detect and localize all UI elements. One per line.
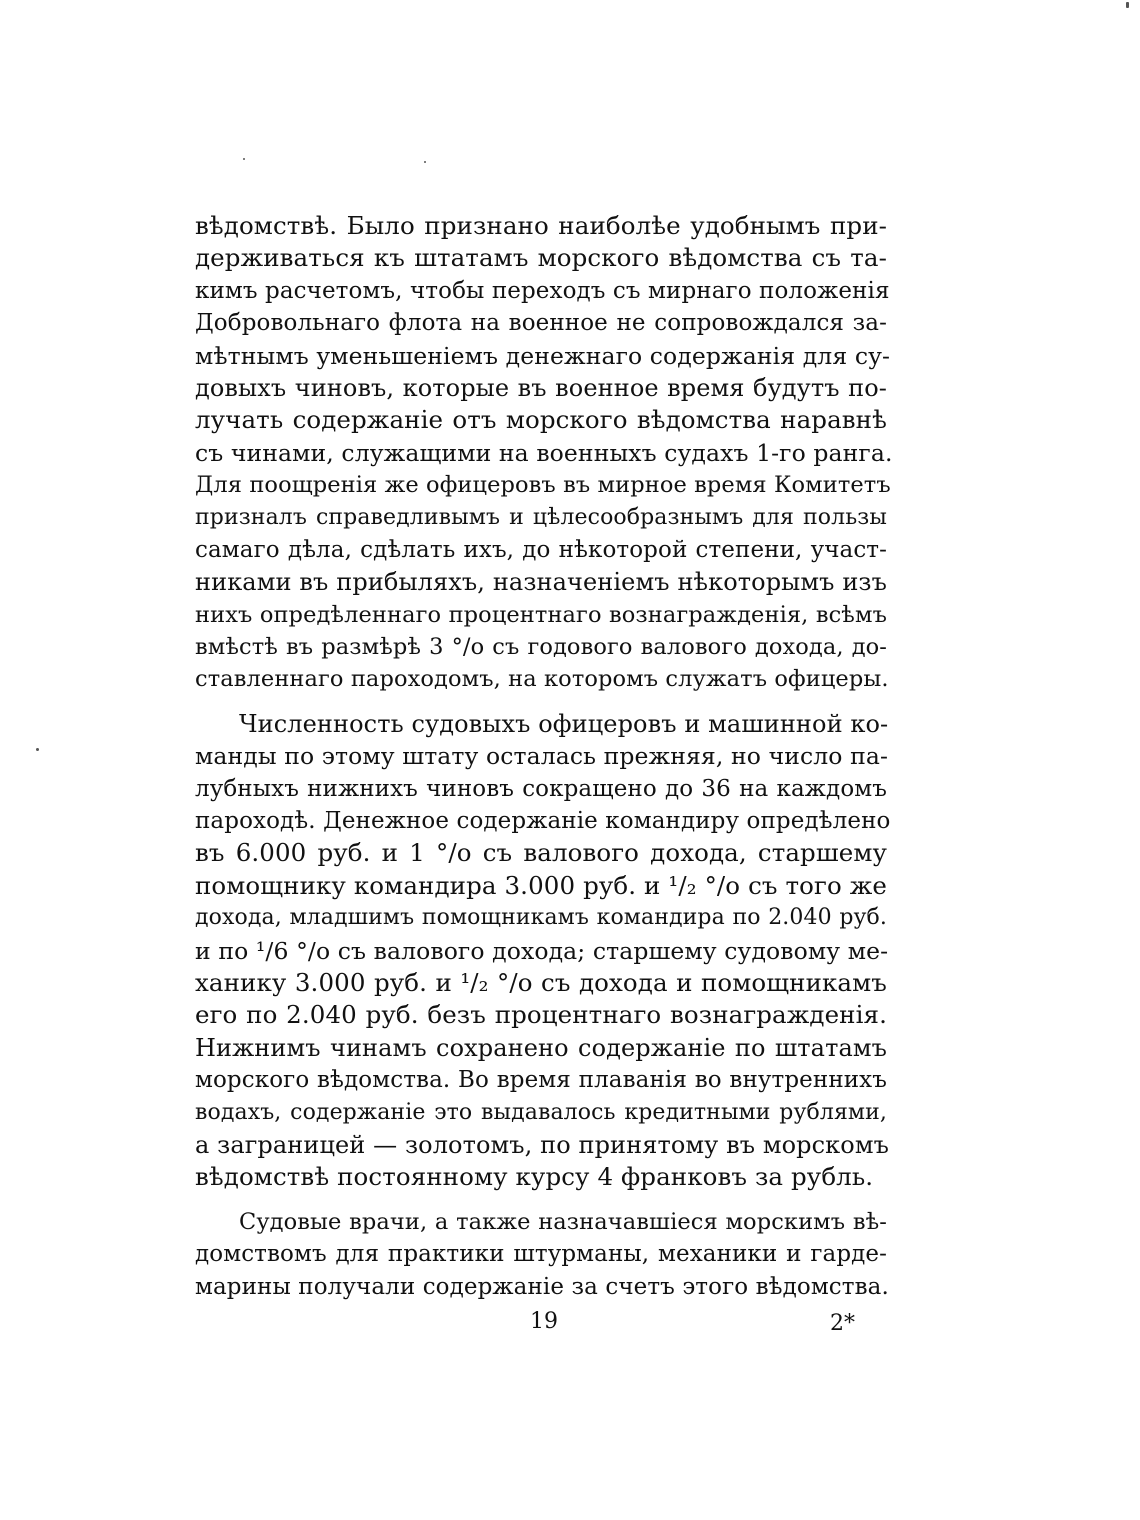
text-line: морского вѣдомства. Во время плаванія во внутреннихъ <box>195 1067 887 1094</box>
text-line: помощнику командира 3.000 руб. и ¹/₂ °/o съ того же <box>195 870 887 900</box>
text-line: лучать содержаніе отъ морского вѣдомства наравнѣ <box>195 405 887 435</box>
scan-speck <box>243 158 245 160</box>
text-line: Для поощренія же офицеровъ въ мирное время Комитетъ <box>195 472 891 499</box>
paragraph <box>195 1206 887 1303</box>
text-line: водахъ, содержаніе это выдавалось кредитными рублями, <box>195 1099 887 1125</box>
text-line: манды по этому штату осталась прежняя, но число па- <box>195 742 888 771</box>
text-line: марины получали содержаніе за счетъ этого вѣдомства. <box>195 1273 889 1300</box>
text-line: дохода, младшимъ помощникамъ командира по 2.040 руб. <box>195 905 887 931</box>
text-line: мѣтнымъ уменьшеніемъ денежнаго содержанія для су- <box>195 341 891 370</box>
text-line: держиваться къ штатамъ морского вѣдомства съ та- <box>195 243 887 273</box>
text-line: домствомъ для практики штурманы, механики и гарде- <box>195 1241 887 1268</box>
text-line: Нижнимъ чинамъ сохранено содержаніе по штатамъ <box>195 1033 887 1062</box>
text-line: вмѣстѣ въ размѣрѣ 3 °/o съ годового валового дохода, до- <box>195 634 887 661</box>
text-line: ханику 3.000 руб. и ¹/₂ °/o съ дохода и помощникамъ <box>195 967 887 997</box>
text-line: призналъ справедливымъ и цѣлесообразнымъ для пользы <box>195 504 887 530</box>
text-line: вѣдомствѣ постоянному курсу 4 франковъ за рубль. <box>195 1162 874 1192</box>
paragraph-gap <box>195 696 887 708</box>
text-line: лубныхъ нижнихъ чиновъ сокращено до 36 на каждомъ <box>195 775 887 802</box>
paragraph <box>195 708 891 1194</box>
paragraph <box>195 210 893 696</box>
text-line: его по 2.040 руб. безъ процентнаго вознагражденія. <box>195 1000 887 1030</box>
signature-mark: 2* <box>830 1311 855 1336</box>
text-line: въ 6.000 руб. и 1 °/o съ валового дохода, старшему <box>195 838 887 868</box>
text-line: Численность судовыхъ офицеровъ и машинной ко- <box>239 709 889 738</box>
text-line: а заграницей — золотомъ, по принятому въ морскомъ <box>195 1130 889 1159</box>
text-line: Судовые врачи, а также назначавшіеся морскимъ вѣ- <box>239 1208 887 1235</box>
text-line: кимъ расчетомъ, чтобы переходъ съ мирнаго положенія <box>195 277 890 304</box>
paragraph-gap <box>195 1194 887 1206</box>
scan-speck <box>36 748 39 751</box>
page-number: 19 <box>530 1309 558 1334</box>
text-line: никами въ прибыляхъ, назначеніемъ нѣкоторымъ изъ <box>195 568 887 597</box>
text-line: Добровольнаго флота на военное не сопровождался за- <box>195 310 887 337</box>
scan-speck <box>1126 2 1129 8</box>
text-line: нихъ опредѣленнаго процентнаго вознагражденія, всѣмъ <box>195 601 887 628</box>
text-line: пароходѣ. Денежное содержаніе командиру опредѣлено <box>195 808 891 835</box>
body-text <box>195 210 893 1303</box>
text-line: самаго дѣла, сдѣлать ихъ, до нѣкоторой степени, участ- <box>195 536 887 563</box>
scan-speck <box>424 161 426 163</box>
text-line: съ чинами, служащими на военныхъ судахъ 1-го ранга. <box>195 438 893 467</box>
text-line: довыхъ чиновъ, которые въ военное время будутъ по- <box>195 373 887 402</box>
text-line: ставленнаго пароходомъ, на которомъ служатъ офицеры. <box>195 666 889 693</box>
text-line: вѣдомствѣ. Было признано наиболѣе удобнымъ при- <box>195 211 887 240</box>
text-line: и по ¹/6 °/o съ валового дохода; старшему судовому ме- <box>195 936 889 965</box>
